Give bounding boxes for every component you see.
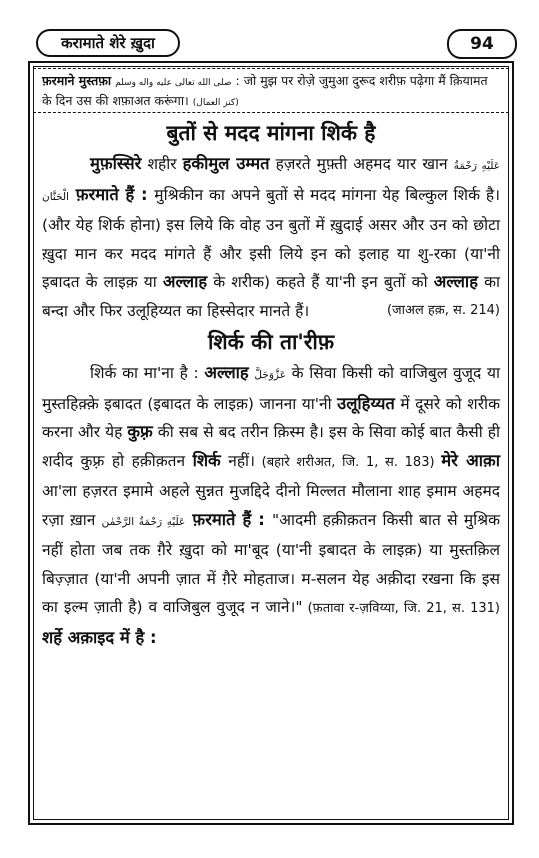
hadith-label: फ़रमाने मुस्तफ़ा: [42, 73, 112, 88]
p2-j: मेरे आक़ा: [441, 450, 500, 470]
p1-d: हज़रते मुफ़्ती अहमद यार खान: [269, 155, 454, 173]
p2-c: के सिवा किसी को वाजिबुल वुजूद या मुस्तहिक़्क़े इबादत (इबादत के लाइक़) जानना या'नी: [42, 364, 500, 413]
p2-g: की सब से बद तरीन क़िस्म है। इस के सिवा कोई बात कैसी ही शदीद कुफ़्र हो हक़ीक़तन: [42, 423, 501, 470]
p2-i: नहीं।: [220, 451, 255, 470]
p1-a: मुफ़स्सिरे: [90, 154, 142, 173]
p2-h: शिर्क: [192, 450, 221, 470]
paragraph-1: [42, 150, 500, 325]
section-heading-1: बुतों से मदद मांगना शिर्क है: [166, 121, 376, 145]
p2-reference: (बहारे शरीअत, जि. 1, स. 183): [254, 454, 442, 470]
p2-arabic-2: عَلَيْهِ رَحْمَةُ الرَّحْمٰن: [101, 515, 186, 528]
p2-reference-2: (फ़तावा र-ज़विय्या, जि. 21, स. 131): [302, 601, 500, 616]
hadith-salutation: صلى الله تعالى عليه واله وسلم: [115, 78, 232, 88]
p1-reference: (जाअल हक़, स. 214): [386, 302, 500, 318]
p1-c: हकीमुल उम्मत: [182, 154, 270, 173]
paragraph-2: [42, 359, 500, 652]
p2-o: में है :: [114, 627, 157, 647]
p1-h: के शरीक) कहते हैं या'नी इन बुतों को: [207, 273, 434, 291]
p1-b: शहीर: [141, 155, 183, 173]
page-content: [42, 116, 500, 652]
p2-n: शर्हे अक़ाइद: [42, 627, 115, 647]
p1-i: अल्लाह: [433, 272, 478, 291]
section-heading-2: शिर्क की ता'रीफ़: [207, 330, 335, 354]
hadith-source: (كنز العمال): [192, 98, 239, 108]
p2-d: उलूहिय्यत: [337, 393, 395, 413]
page-number: 94: [447, 29, 517, 59]
p2-l: फ़रमाते हैं :: [185, 509, 272, 529]
p2-k: आ'ला हज़रत इमामे अहले सुन्नत मुजद्दिदे दीनो मिल्लत मौलाना शाह इमाम अहमद रज़ा ख़ान: [42, 482, 500, 529]
hadith-box: [33, 68, 509, 113]
p1-g: अल्लाह: [162, 272, 208, 291]
p2-b: अल्लाह: [204, 363, 249, 382]
p2-f: कुफ़्र: [127, 422, 153, 441]
p2-arabic: عَزَّوَجَلَّ: [254, 369, 286, 381]
p1-f: मुश्रिकीन का अपने बुतों से मदद मांगना येह बिल्कुल शिर्क है। (और येह शिर्क होना) इस लिये कि वोह उन बुतों में ख़ुदाई असर और उन को छोटा ख़ुदा मान कर मदद मांगते हैं और इसी लिये इन को इलाह या शु-रका (या'नी इबादत के लाइक़ या: [42, 185, 500, 291]
p1-arabic: عَلَيْهِ رَحْمَةُ الْحَنَّان: [42, 160, 501, 203]
book-title: करामाते शेरे ख़ुदा: [36, 29, 180, 57]
hadith-text-b: क़ियामत के दिन उस की शफ़ाअत करूंगा।: [42, 73, 488, 108]
p2-e: में दूसरे को शरीक करना और येह: [42, 394, 500, 441]
p2-m: "आदमी हक़ीक़तन किसी बात से मुश्रिक नहीं होता जब तक ग़ैरे ख़ुदा को मा'बूद (या'नी इबादत के लाइक़) या मुस्तक़िल बिज़्ज़ात (या'नी अपनी ज़ात में ग़ैरे मोहताज। म-सलन येह अक़ीदा रखना कि इस का इल्म ज़ाती है) व वाजिबुल वुजूद न जाने।": [42, 510, 500, 616]
p1-e: फ़रमाते हैं :: [68, 184, 155, 204]
p2-a: शिर्क का मा'ना है :: [90, 364, 205, 382]
p1-j: का बन्दा और फिर उलूहिय्यत का हिस्सेदार मानते हैं।: [42, 273, 500, 320]
hadith-text-a: : जो मुझ पर रोज़े जुमुआ दुरूद शरीफ़ पढ़ेगा मैं: [235, 73, 446, 88]
